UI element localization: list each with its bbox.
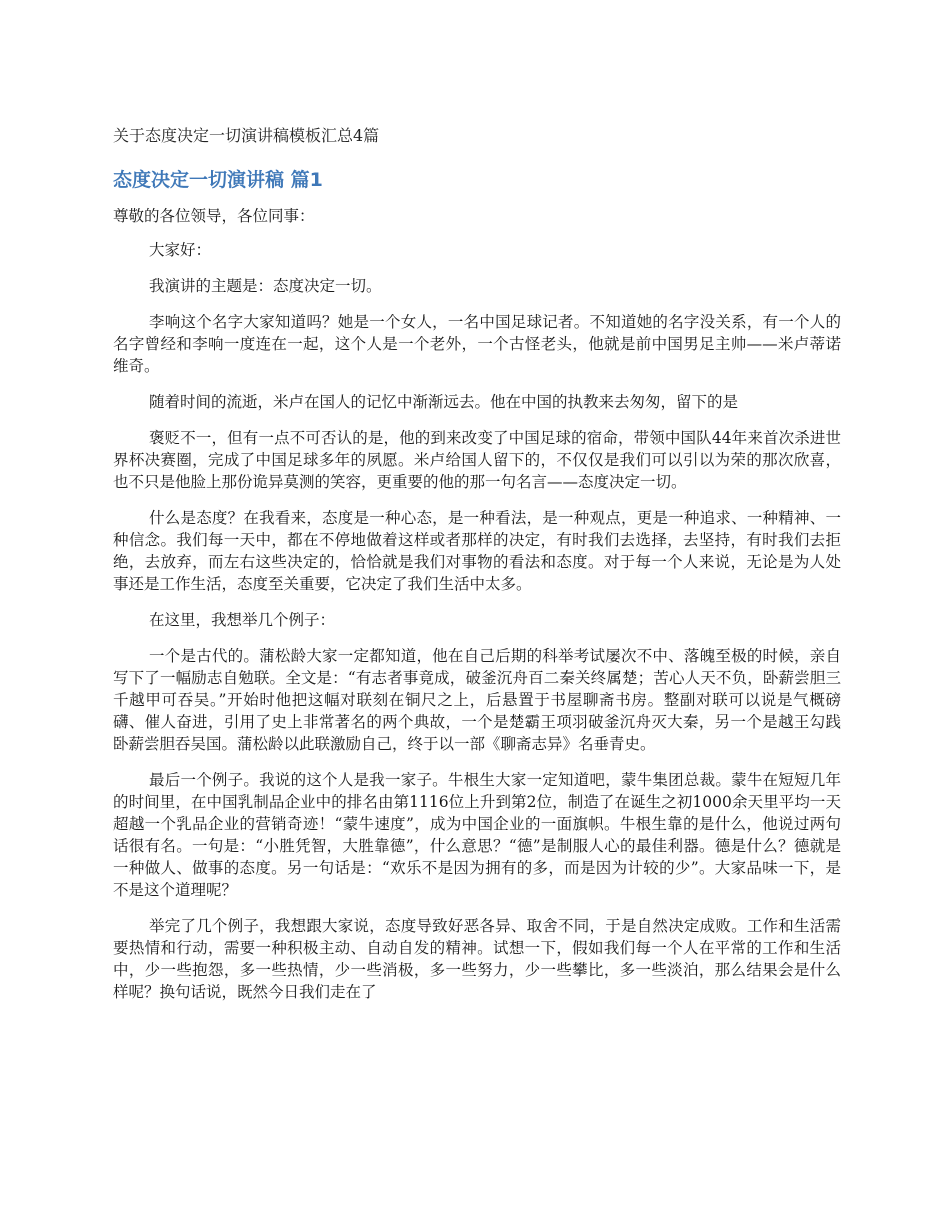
paragraph-lixiang: 李响这个名字大家知道吗？她是一个女人，一名中国足球记者。不知道她的名字没关系，有一个人的名字曾经和李响一度连在一起，这个人是一个老外，一个古怪老头，他就是前中国男足主帅——米卢蒂诺维奇。 xyxy=(113,313,841,375)
paragraph-milu-leave: 随着时间的流逝，米卢在国人的记忆中渐渐远去。他在中国的执教来去匆匆，留下的是 xyxy=(149,393,739,411)
paragraph-topic: 我演讲的主题是：态度决定一切。 xyxy=(149,277,382,295)
salutation: 尊敬的各位领导，各位同事： xyxy=(113,207,315,225)
paragraph-greeting: 大家好： xyxy=(149,241,212,259)
paragraph-examples-intro: 在这里，我想举几个例子： xyxy=(149,611,336,629)
paragraph-conclusion: 举完了几个例子，我想跟大家说，态度导致好恶各异、取舍不同，于是自然决定成败。工作和生活需要热情和行动，需要一种积极主动、自动自发的精神。试想一下，假如我们每一个人在平常的工作和生活中，少一些抱怨，多一些热情，少一些消极，多一些努力，少一些攀比，多一些淡泊，那么结果会是什么样呢？换句话说，既然今日我们走在了 xyxy=(113,917,841,1001)
paragraph-milu-legacy: 褒贬不一，但有一点不可否认的是，他的到来改变了中国足球的宿命，带领中国队44年来首次杀进世界杯决赛圈，完成了中国足球多年的夙愿。米卢给国人留下的，不仅仅是我们可以引以为荣的那次欣喜，也不只是他脸上那份诡异莫测的笑容，更重要的他的那一句名言——态度决定一切。 xyxy=(113,429,841,491)
section-heading: 态度决定一切演讲稿 篇1 xyxy=(113,169,323,191)
document-title: 关于态度决定一切演讲稿模板汇总4篇 xyxy=(113,126,380,145)
paragraph-niugensheng: 最后一个例子。我说的这个人是我一家子。牛根生大家一定知道吧，蒙牛集团总裁。蒙牛在短短几年的时间里，在中国乳制品企业中的排名由第1116位上升到第2位，制造了在诞生之初1000余天里平均一天超越一个乳品企业的营销奇迹！“蒙牛速度”，成为中国企业的一面旗帜。牛根生靠的是什么，他说过两句话很有名。一句是：“小胜凭智，大胜靠德”，什么意思？“德”是制服人心的最佳利器。德是什么？德就是一种做人、做事的态度。另一句话是：“欢乐不是因为拥有的多，而是因为计较的少”。大家品味一下，是不是这个道理呢？ xyxy=(113,771,841,899)
document-body xyxy=(113,120,841,1003)
paragraph-what-is-attitude: 什么是态度？在我看来，态度是一种心态，是一种看法，是一种观点，更是一种追求、一种精神、一种信念。我们每一天中，都在不停地做着这样或者那样的决定，有时我们去选择，去坚持，有时我们去拒绝，去放弃，而左右这些决定的，恰恰就是我们对事物的看法和态度。对于每一个人来说，无论是为人处事还是工作生活，态度至关重要，它决定了我们生活中太多。 xyxy=(113,509,841,593)
paragraph-pusongling: 一个是古代的。蒲松龄大家一定都知道，他在自己后期的科举考试屡次不中、落魄至极的时候，亲自写下了一幅励志自勉联。全文是：“有志者事竟成，破釜沉舟百二秦关终属楚；苦心人天不负，卧薪尝胆三千越甲可吞吴。”开始时他把这幅对联刻在铜尺之上，后悬置于书屋聊斋书房。整副对联可以说是气概磅礴、催人奋进，引用了史上非常著名的两个典故，一个是楚霸王项羽破釜沉舟灭大秦，另一个是越王勾践卧薪尝胆吞吴国。蒲松龄以此联激励自己，终于以一部《聊斋志异》名垂青史。 xyxy=(113,647,841,753)
